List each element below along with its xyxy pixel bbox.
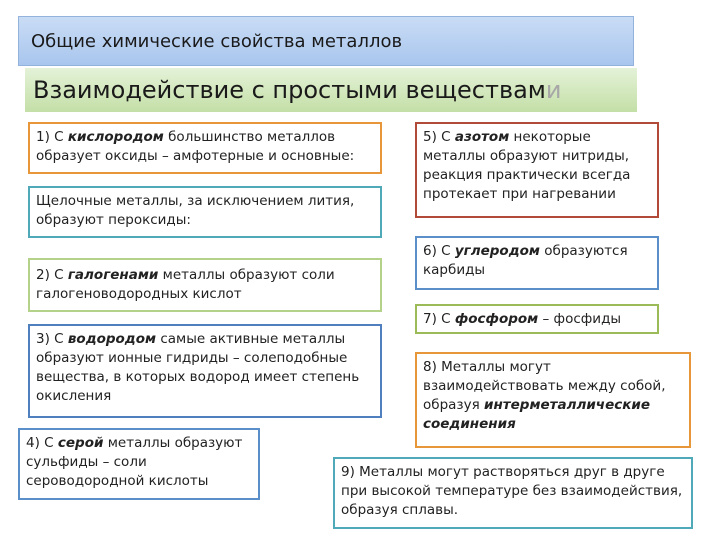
- box-peroxides: Щелочные металлы, за исключением лития, образуют пероксиды:: [28, 186, 382, 238]
- box-intermetallic: 8) Металлы могут взаимодействовать между собой, образуя интерметаллические соединения: [415, 352, 691, 448]
- box-phosphorus: 7) С фосфором – фосфиды: [415, 304, 659, 334]
- box-sulfur: 4) С серой металлы образуют сульфиды – соли сероводородной кислоты: [18, 428, 260, 500]
- box-hydrogen: 3) С водородом самые активные металлы образуют ионные гидриды – солеподобные вещества, в которых водород имеет степень окисления: [28, 324, 382, 418]
- box-nitrogen: 5) С азотом некоторые металлы образуют нитриды, реакция практически всегда протекает при нагревании: [415, 122, 659, 218]
- slide-title: Общие химические свойства металлов: [31, 30, 403, 52]
- slide-title-bar: [18, 16, 634, 66]
- box-halogens: 2) С галогенами металлы образуют соли галогеноводородных кислот: [28, 258, 382, 312]
- box-oxygen: 1) С кислородом большинство металлов образует оксиды – амфотерные и основные:: [28, 122, 382, 174]
- box-carbon: 6) С углеродом образуются карбиды: [415, 236, 659, 290]
- box-alloys: 9) Металлы могут растворяться друг в друге при высокой температуре без взаимодействия, образуя сплавы.: [333, 457, 693, 529]
- slide-subtitle: Взаимодействие с простыми веществами: [33, 76, 562, 104]
- slide-subtitle-bar: [25, 68, 637, 112]
